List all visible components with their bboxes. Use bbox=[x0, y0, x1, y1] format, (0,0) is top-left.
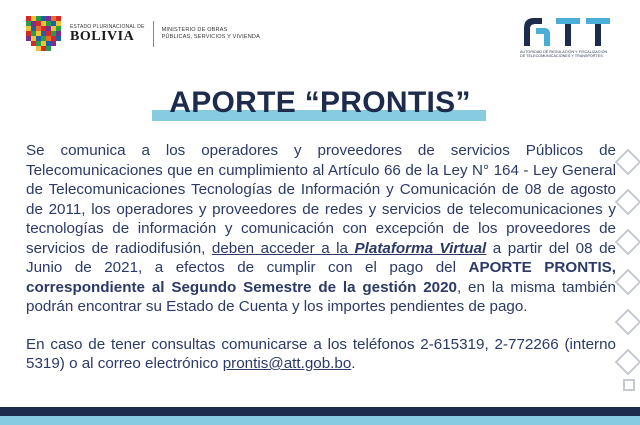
ministry-name bbox=[162, 27, 260, 41]
ministry-line-1: MINISTERIO DE OBRAS bbox=[161, 27, 228, 34]
platform-link[interactable]: Plataforma Virtual bbox=[354, 239, 487, 257]
p1-intro: Se comunica a los operadores y proveedores de servicios Públicos de Telecomunicaciones que en cumplimiento al Artículo 66 de la Ley N° 164 - Ley General de Telecomunicaciones Tecnologías de Información y Comunicación de 08 de agosto de 2011, los operadores y proveedores de redes y servicios de telecomunicaciones y tecnologías de información y comunicación con excepción de los proveedores de servicios de radiodifusión, bbox=[26, 142, 616, 257]
state-name-big: BOLIVIA bbox=[70, 28, 135, 44]
att-logo-icon bbox=[520, 14, 616, 48]
att-caption-line-1: AUTORIDAD DE REGULACIÓN Y FISCALIZACIÓN bbox=[520, 50, 608, 54]
p1-end: , en la misma también podrán encontrar su Estado de Cuenta y los importes pendientes de pago. bbox=[26, 278, 616, 315]
p1-middle: a partir del 08 de Junio de 2021, a efectos de cumplir con el pago del bbox=[26, 239, 616, 276]
bolivia-emblem-icon bbox=[24, 14, 66, 54]
footer-bar-dark bbox=[0, 407, 640, 416]
email-link[interactable]: prontis@att.gob.bo bbox=[222, 355, 352, 372]
p2-intro: En caso de tener consultas comunicarse a los teléfonos 2-615319, 2-772266 (interno 5319) o al correo electrónico bbox=[26, 335, 616, 372]
p1-underlined: deben acceder a la bbox=[211, 239, 355, 257]
att-logo bbox=[520, 14, 626, 59]
state-name bbox=[70, 25, 145, 44]
title-block bbox=[0, 82, 640, 122]
ministry-logo bbox=[24, 14, 260, 54]
p2-end: . bbox=[351, 355, 356, 372]
paragraph-1 bbox=[26, 141, 616, 317]
logo-divider bbox=[153, 21, 154, 47]
page-title: APORTE “PRONTIS” bbox=[169, 86, 471, 119]
p1-bold: APORTE PRONTIS, correspondiente al Segundo Semestre de la gestión 2020 bbox=[26, 259, 617, 296]
announcement-body bbox=[26, 141, 616, 374]
att-caption-line-2: DE TELECOMUNICACIONES Y TRANSPORTES bbox=[520, 54, 603, 59]
ministry-line-2: PÚBLICAS, SERVICIOS Y VIVIENDA bbox=[161, 34, 260, 40]
state-name-small: ESTADO PLURINACIONAL DE bbox=[70, 23, 145, 30]
paragraph-2 bbox=[26, 335, 616, 374]
att-caption bbox=[520, 50, 626, 59]
footer-bar-light bbox=[0, 416, 640, 425]
svg-text:ATT: ATT bbox=[520, 14, 522, 15]
